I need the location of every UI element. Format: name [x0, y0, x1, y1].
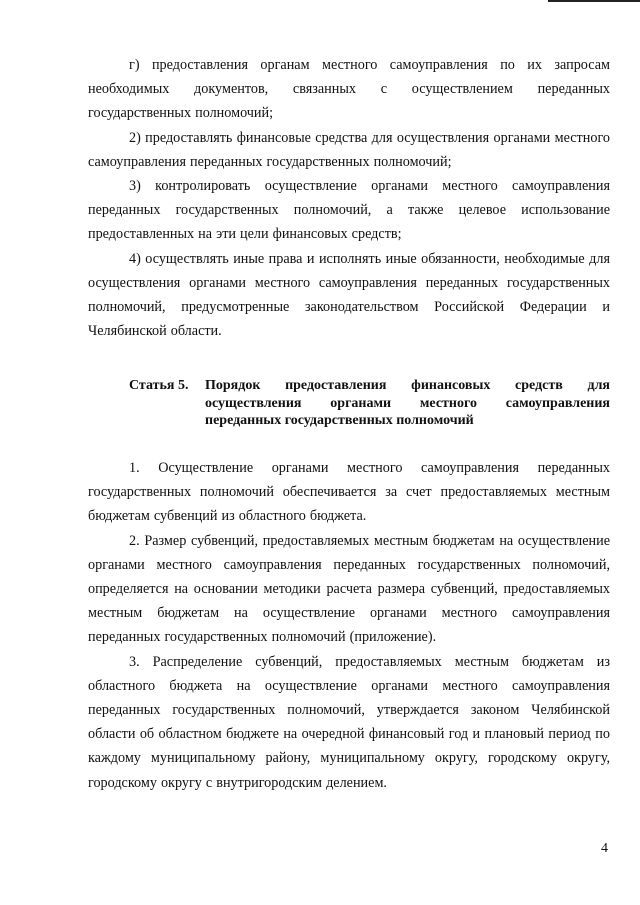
top-edge-rule	[548, 0, 640, 2]
paragraph-item-4: 4) осуществлять иные права и исполнять иные обязанности, необходимые для осуществления органами местного самоуправления переданных государственных полномочий, предусмотренные законодательством Российской Федерации и Челябинской области.	[88, 250, 610, 340]
paragraph-item-g: г) предоставления органам местного самоуправления по их запросам необходимых документов, связанных с осуществлением переданных государственных полномочий;	[88, 57, 610, 122]
paragraph-item-2: 2) предоставлять финансовые средства для осуществления органами местного самоуправления переданных государственных полномочий;	[88, 129, 610, 170]
paragraph-item-3: 3) контролировать осуществление органами местного самоуправления переданных государственных полномочий, а также целевое использование предоставленных на эти цели финансовых средств;	[88, 178, 610, 243]
article-paragraph-1: 1. Осуществление органами местного самоуправления переданных государственных полномочий обеспечивается за счет предоставляемых местным бюджетам субвенций из областного бюджета.	[88, 459, 610, 525]
article-paragraph-2: 2. Размер субвенций, предоставляемых местным бюджетам на осуществление органами местного самоуправления переданных государственных полномочий, определяется на основании методики расчета размера субвенций, предоставляемых местным бюджетам на осуществление органами местного самоуправления переданных государственных полномочий (приложение).	[88, 532, 610, 646]
article-number: Статья 5.	[129, 378, 189, 394]
page-number: 4	[601, 841, 608, 856]
article-body	[88, 456, 610, 795]
article-title: Порядок предоставления финансовых средств для осуществления органами местного самоуправления переданных государственных полномочий	[205, 378, 610, 429]
article-heading	[88, 377, 610, 430]
article-paragraph-3: 3. Распределение субвенций, предоставляемых местным бюджетам из областного бюджета на осуществление органами местного самоуправления переданных государственных полномочий, утверждается законом Челябинской области об областном бюджете на очередной финансовый год и плановый период по каждому муниципальному району, муниципальному округу, городскому округу, городскому округу с внутригородским делением.	[88, 653, 610, 791]
document-page	[88, 53, 610, 795]
powers-list	[88, 53, 610, 343]
